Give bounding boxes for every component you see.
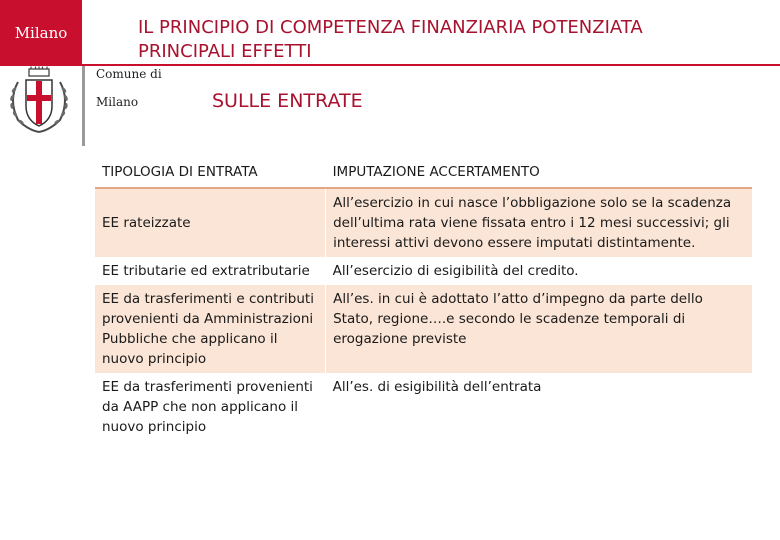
logo-text-line-2: Milano [96, 95, 139, 109]
header-imputazione: IMPUTAZIONE ACCERTAMENTO [326, 156, 752, 188]
section-subtitle: SULLE ENTRATE [212, 90, 363, 112]
brand-band [0, 0, 82, 66]
title-line-2: PRINCIPALI EFFETTI [138, 41, 312, 62]
entrate-table [95, 156, 752, 441]
table-row [95, 188, 752, 257]
cell-imputazione: All’es. di esigibilità dell’entrata [332, 379, 542, 395]
cell-tipologia: EE tributarie ed extratributarie [102, 263, 310, 279]
logo-text-line-1: Comune di [96, 67, 162, 81]
milano-crest-icon [4, 66, 74, 136]
header-tipologia: TIPOLOGIA DI ENTRATA [95, 156, 326, 188]
header-rule [82, 64, 780, 66]
cell-imputazione: All’esercizio di esigibilità del credito. [332, 263, 579, 279]
cell-tipologia: EE da trasferimenti e contributi provenienti da Amministrazioni Pubbliche che applicano il nuovo principio [95, 285, 326, 373]
brand-label: Milano [14, 24, 68, 42]
title-line-1: IL PRINCIPIO DI COMPETENZA FINANZIARIA POTENZIATA [138, 17, 643, 38]
cell-tipologia: EE da trasferimenti provenienti da AAPP che non applicano il nuovo principio [102, 379, 313, 435]
table-row [95, 285, 752, 373]
table-header-row [95, 156, 752, 188]
table-row [95, 257, 752, 285]
table-row [95, 373, 752, 441]
page-title [138, 16, 738, 64]
cell-imputazione: All’es. in cui è adottato l’atto d’impegno da parte dello Stato, regione….e secondo le scadenze temporali di erogazione previste [326, 285, 752, 373]
side-divider [82, 66, 85, 146]
cell-imputazione: All’esercizio in cui nasce l’obbligazione solo se la scadenza dell’ultima rata viene fissata entro i 12 mesi successivi; gli interessi attivi devono essere imputati distintamente. [326, 188, 752, 257]
cell-tipologia: EE rateizzate [95, 188, 326, 257]
